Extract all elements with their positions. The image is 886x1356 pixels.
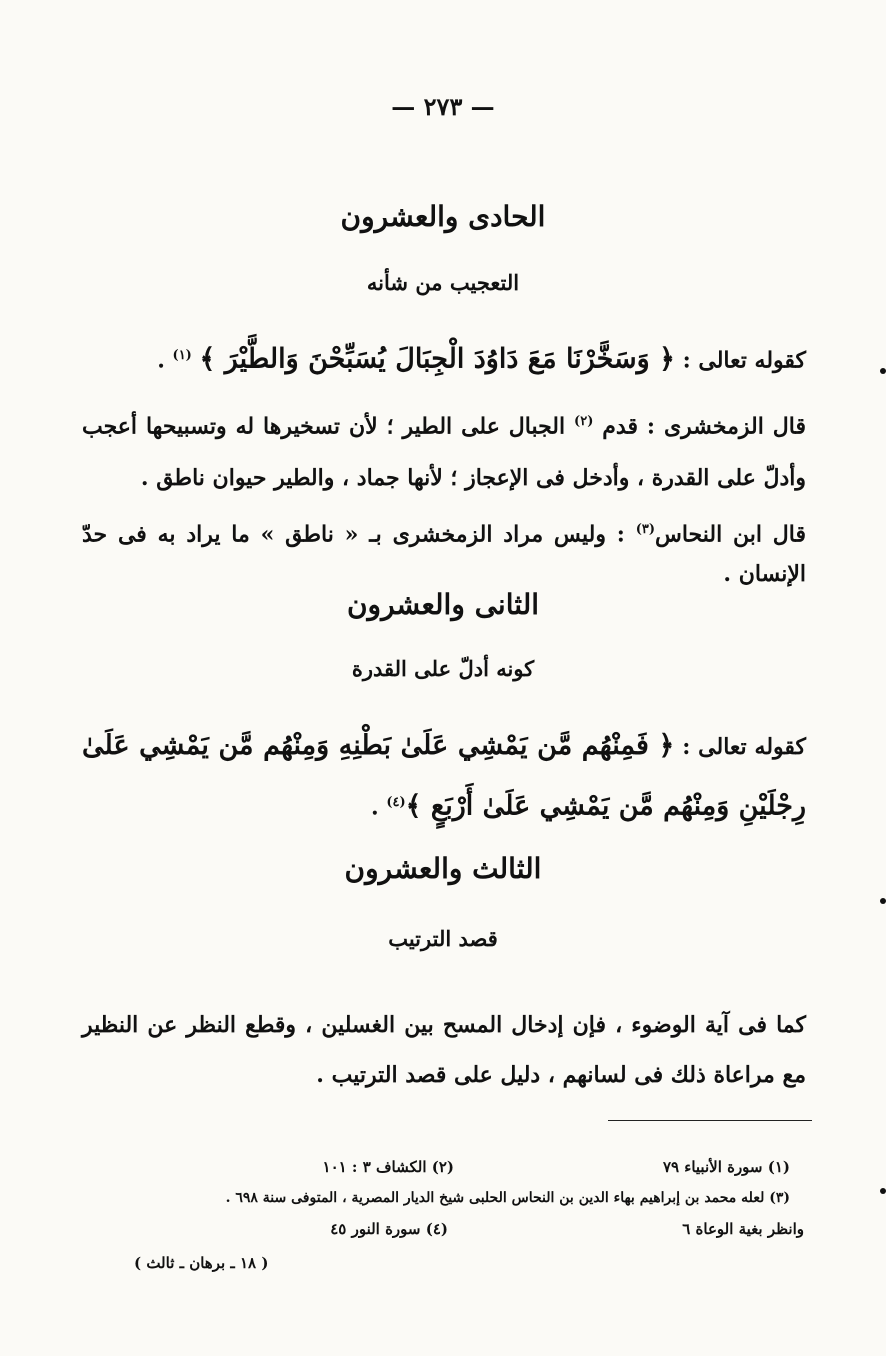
verse-intro: كقوله تعالى : — [682, 347, 806, 374]
section-21-paragraph-1 — [82, 396, 806, 504]
section-22-title: الثانى والعشرون — [346, 588, 540, 621]
section-21-subtitle: التعجيب من شأنه — [366, 270, 520, 295]
footnote-divider — [608, 1120, 812, 1121]
section-21-title: الحادى والعشرون — [340, 200, 546, 233]
footnote-1: (١) سورة الأنبياء ٧٩ — [662, 1158, 790, 1176]
para2-rest: : وليس مراد الزمخشرى بـ « ناطق » ما يراد به فى حدّ الإنسان . — [82, 521, 806, 588]
section-23-paragraph: كما فى آية الوضوء ، فإن إدخال المسح بين الغسلين ، وقطع النظر عن النظير مع مراعاة ذلك فى لسانهم ، دليل على قصد الترتيب . — [82, 1012, 806, 1088]
margin-dot — [880, 1188, 886, 1194]
footnote-2: (٢) الكشاف ٣ : ١٠١ — [322, 1158, 454, 1176]
footnote-ref-3: (٣) — [635, 522, 655, 537]
footnote-ref-2: (٢) — [574, 414, 594, 429]
margin-dot — [880, 368, 886, 374]
footnote-4: (٤) سورة النور ٤٥ — [330, 1220, 448, 1238]
signature-mark: ( ١٨ ـ برهان ـ ثالث ) — [134, 1254, 269, 1272]
section-21-paragraph-2 — [82, 510, 806, 594]
para2-start: قال ابن النحاس — [654, 521, 806, 548]
footnote-3: (٣) لعله محمد بن إبراهيم بهاء الدين بن النحاس الحلبى شيخ الديار المصرية ، المتوفى سنة ٦٩٨ . — [225, 1190, 790, 1206]
section-21-verse: كقوله تعالى : ﴿ وَسَخَّرْنَا مَعَ دَاوُدَ الْجِبَالَ يُسَبِّحْنَ وَالطَّيْرَ ﴾ $^{(١)}$ . — [157, 343, 806, 375]
page-number: — ٢٧٣ — — [391, 92, 495, 121]
para1-start: قال الزمخشرى : قدم — [602, 413, 806, 440]
footnote-ref-1: (١) — [172, 348, 192, 363]
verse-intro: كقوله تعالى : — [682, 734, 806, 760]
section-23-title: الثالث والعشرون — [344, 852, 542, 885]
footnote-ref-4: (٤) — [386, 795, 406, 810]
section-22-subtitle: كونه أدلّ على القدرة — [351, 656, 535, 681]
footnote-3-continued: وانظر بغية الوعاة ٦ — [682, 1220, 804, 1238]
quran-verse: ﴿ وَسَخَّرْنَا مَعَ دَاوُدَ الْجِبَالَ يُسَبِّحْنَ وَالطَّيْرَ ﴾ — [199, 343, 675, 375]
section-23-subtitle: قصد الترتيب — [388, 926, 498, 951]
section-22-verse: كقوله تعالى : ﴿ فَمِنْهُم مَّن يَمْشِي عَلَىٰ بَطْنِهِ وَمِنْهُم مَّن يَمْشِي عَلَىٰ رِجْلَيْنِ وَمِنْهُم مَّن يَمْشِي عَلَىٰ أَرْبَعٍ ﴾$^{(٤)}$ . — [82, 730, 806, 822]
para1-rest: الجبال على الطير ؛ لأن تسخيرها له وتسبيحها أعجب وأدلّ على القدرة ، وأدخل فى الإعجاز ؛ لأنها جماد ، والطير حيوان ناطق . — [82, 413, 806, 492]
quran-verse: ﴿ فَمِنْهُم مَّن يَمْشِي عَلَىٰ بَطْنِهِ وَمِنْهُم مَّن يَمْشِي عَلَىٰ رِجْلَيْنِ وَمِنْهُم مَّن يَمْشِي عَلَىٰ أَرْبَعٍ ﴾ — [82, 730, 806, 822]
margin-dot — [880, 898, 886, 904]
